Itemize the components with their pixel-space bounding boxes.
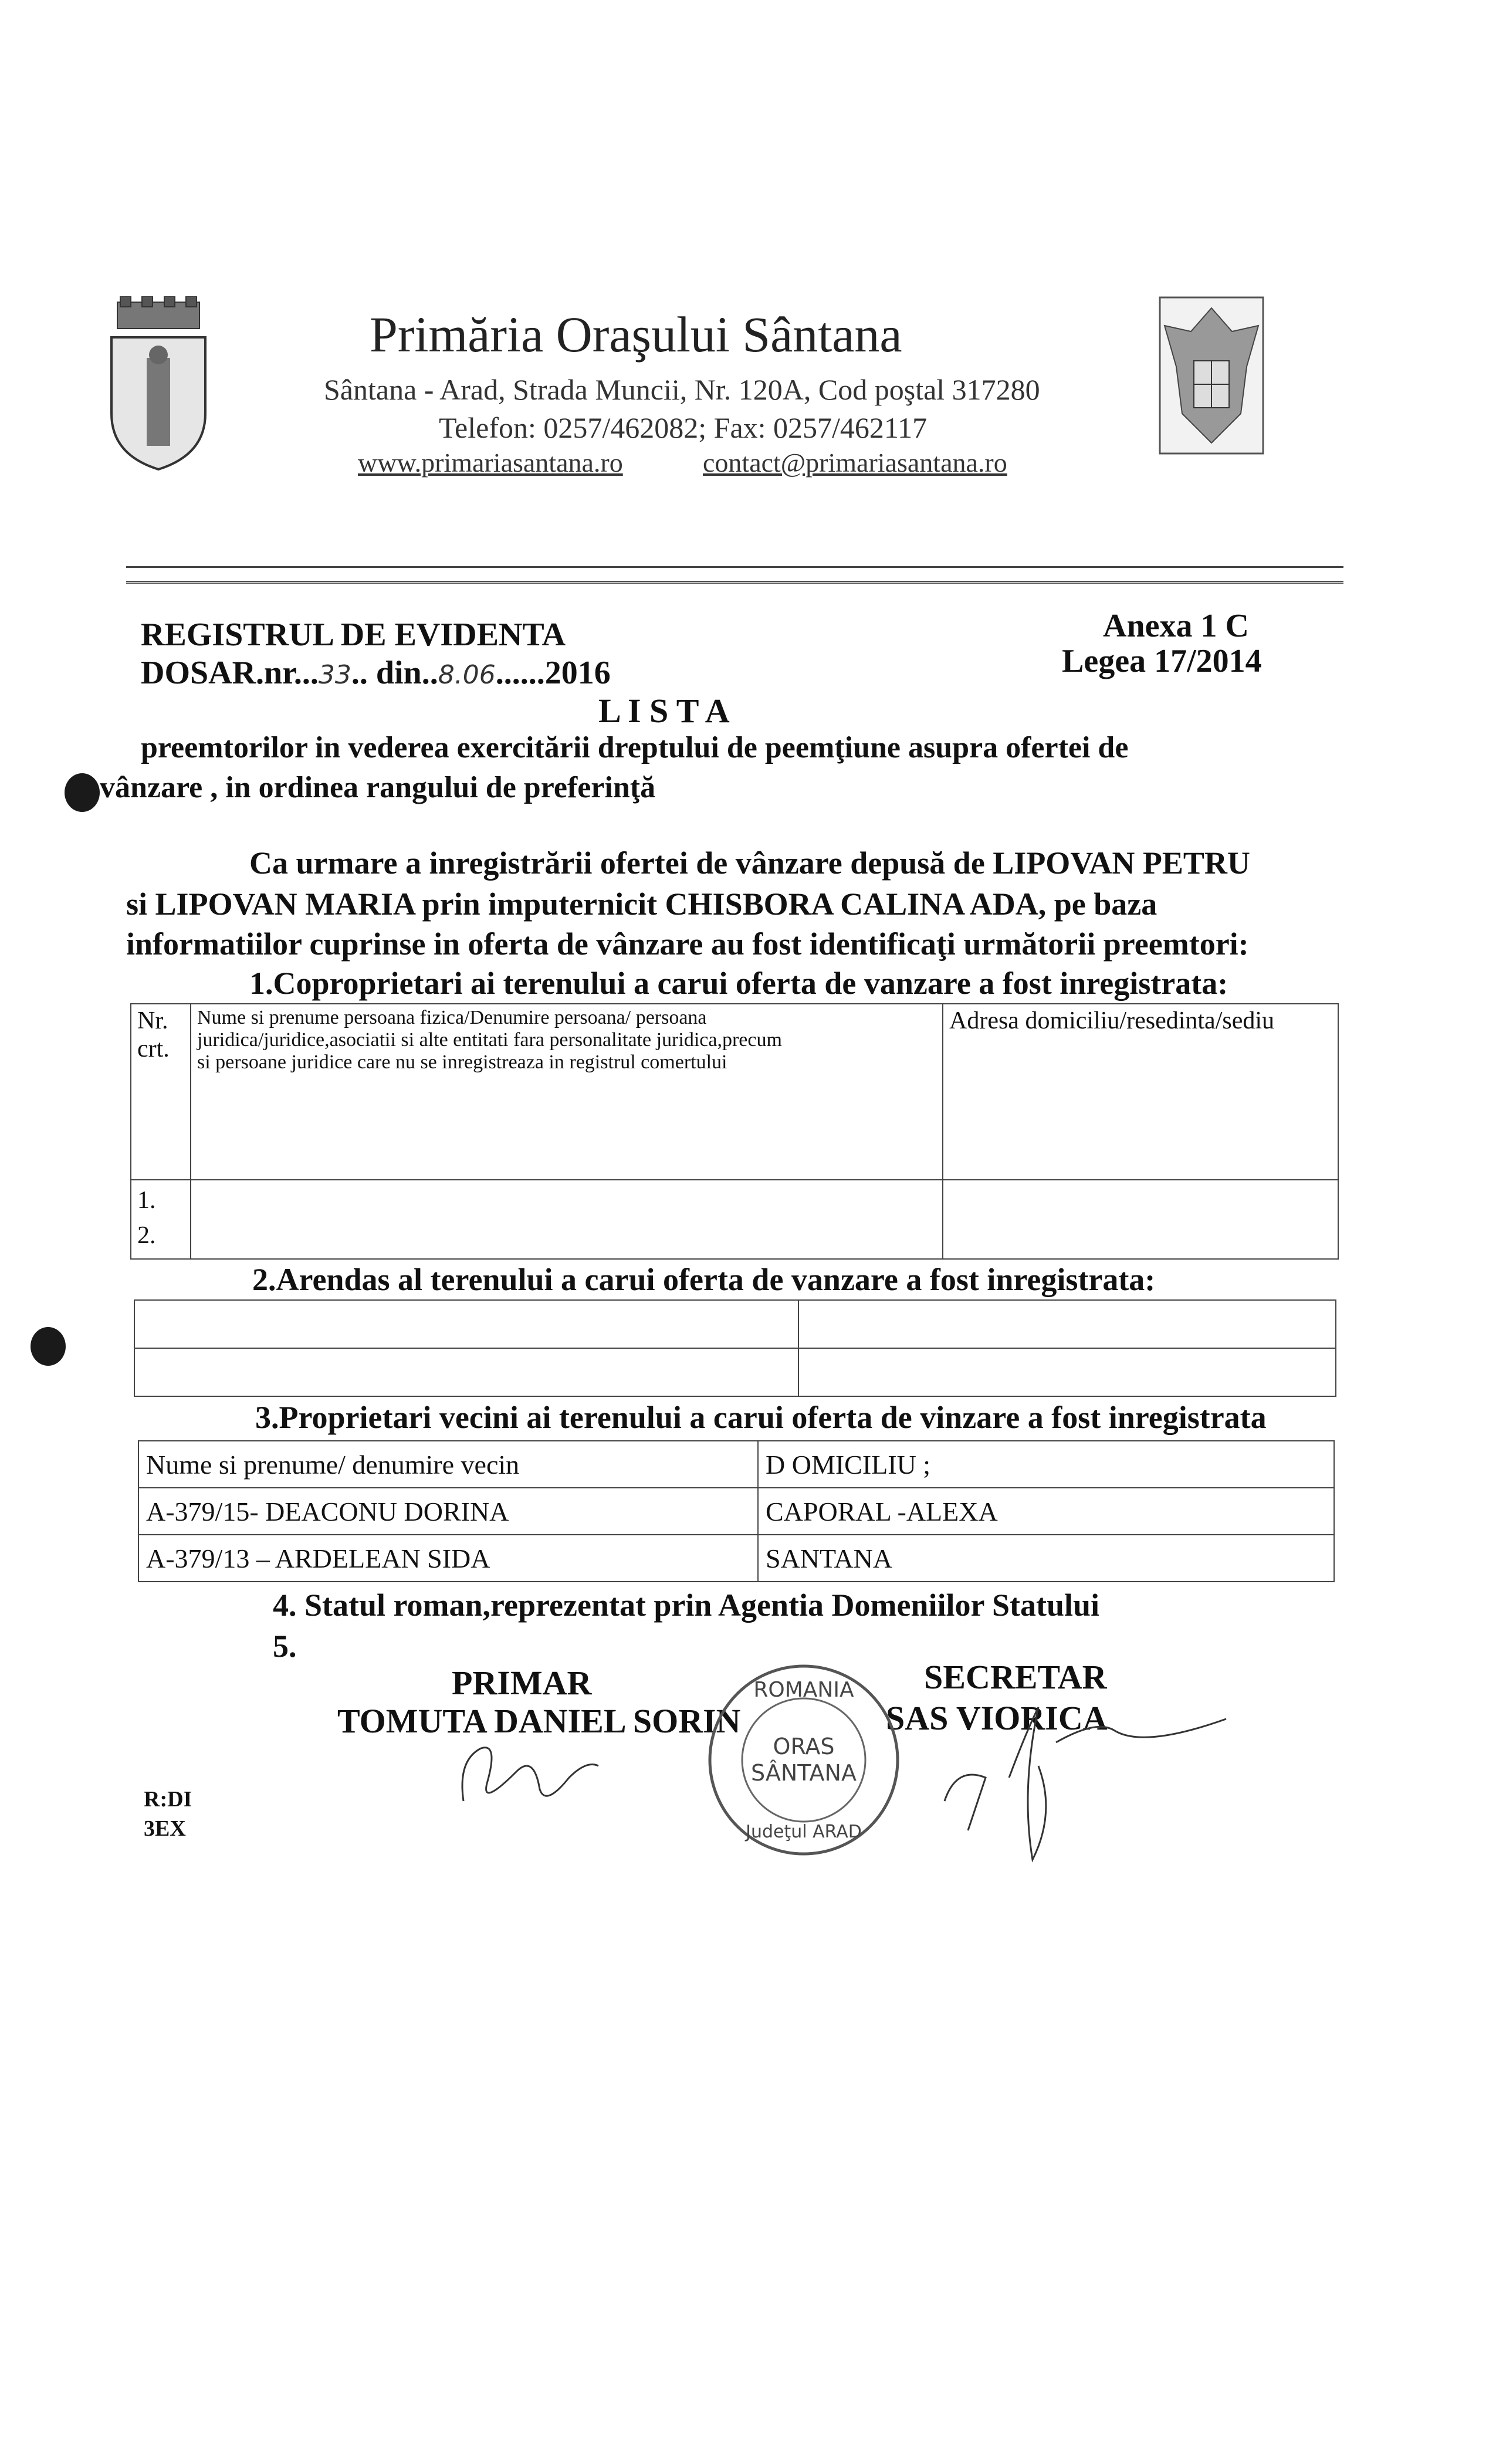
footer-code-2: 3EX <box>144 1816 186 1841</box>
col-name-header: Nume si prenume persoana fizica/Denumire persoana/ persoana juridica/juridice,asociatii si alte entitati fara personalitate juridica,precum si persoane juridice care nu se inregistreaza in registrul comertului <box>191 1004 943 1180</box>
stamp-middle-text-1: ORAS <box>773 1734 835 1759</box>
secretary-signature-icon <box>921 1695 1250 1883</box>
col-address-header: Adresa domiciliu/resedinta/sediu <box>943 1004 1338 1180</box>
register-heading: REGISTRUL DE EVIDENTA <box>141 617 566 653</box>
intro-line-3: informatiilor cuprinse in oferta de vânzare au fost identificaţi următorii preemtori: <box>126 926 1249 962</box>
stamp-bottom-text: Judeţul ARAD <box>746 1822 862 1842</box>
tenant-name-cell <box>134 1300 798 1348</box>
tenant-table <box>134 1299 1336 1397</box>
secretary-title: SECRETAR <box>924 1658 1107 1696</box>
coowners-name-cell <box>191 1180 943 1259</box>
mayor-name: TOMUTA DANIEL SORIN <box>337 1702 741 1740</box>
punch-hole-top <box>65 773 100 812</box>
table-row <box>138 1488 1334 1535</box>
coowners-address-cell <box>943 1180 1338 1259</box>
secretary-name: SAS VIORICA <box>886 1699 1108 1737</box>
coowners-data-row <box>131 1180 1338 1259</box>
punch-hole-bottom <box>31 1327 66 1366</box>
mayor-signature-icon <box>446 1737 622 1813</box>
institution-phone-fax: Telefon: 0257/462082; Fax: 0257/462117 <box>439 411 928 444</box>
tenant-row <box>134 1300 1336 1348</box>
city-coat-of-arms-icon <box>100 296 217 472</box>
intro-line-2: si LIPOVAN MARIA prin imputernicit CHISBORA CALINA ADA, pe baza <box>126 886 1157 922</box>
coowners-header-row <box>131 1004 1338 1180</box>
subtitle-line-2: vânzare , in ordinea rangului de preferinţă <box>100 771 656 804</box>
item-4: 4. Statul roman,reprezentat prin Agentia Domeniilor Statului <box>273 1588 1100 1623</box>
website-link[interactable]: www.primariasantana.ro <box>358 448 623 478</box>
tenant-address-cell <box>798 1348 1336 1396</box>
col-neighbor-name-header: Nume si prenume/ denumire vecin <box>138 1441 758 1488</box>
law-label: Legea 17/2014 <box>1062 643 1262 679</box>
subtitle-line-1: preemtorilor in vederea exercitării dreptului de peemţiune asupra ofertei de <box>141 731 1129 764</box>
footer-code-1: R:DI <box>144 1787 192 1812</box>
dosar-line: DOSAR.nr...33.. din..8.06......2016 <box>141 655 611 691</box>
header-double-rule <box>126 581 1343 584</box>
neighbor-domicile: SANTANA <box>758 1535 1334 1582</box>
coowners-table <box>130 1003 1339 1260</box>
item-5: 5. <box>273 1629 297 1664</box>
official-stamp-icon <box>704 1660 903 1860</box>
col-neighbor-domicile-header: D OMICILIU ; <box>758 1441 1334 1488</box>
section-1-heading: 1.Coproprietari ai terenului a carui oferta de vanzare a fost inregistrata: <box>249 966 1228 1001</box>
dosar-number: 33 <box>318 660 351 690</box>
neighbors-table <box>138 1440 1335 1582</box>
neighbors-header-row <box>138 1441 1334 1488</box>
neighbor-domicile: CAPORAL -ALEXA <box>758 1488 1334 1535</box>
annex-label: Anexa 1 C <box>1103 608 1249 644</box>
table-row <box>138 1535 1334 1582</box>
section-3-heading: 3.Proprietari vecini ai terenului a carui oferta de vinzare a fost inregistrata <box>255 1400 1267 1435</box>
tenant-address-cell <box>798 1300 1336 1348</box>
section-2-heading: 2.Arendas al terenului a carui oferta de vanzare a fost inregistrata: <box>252 1262 1156 1297</box>
neighbor-name: A-379/13 – ARDELEAN SIDA <box>138 1535 758 1582</box>
col-nr-header: Nr. crt. <box>131 1004 191 1180</box>
institution-address: Sântana - Arad, Strada Muncii, Nr. 120A, Cod poştal 317280 <box>324 373 1040 406</box>
stamp-middle-text-2: SÂNTANA <box>751 1760 857 1786</box>
neighbor-name: A-379/15- DEACONU DORINA <box>138 1488 758 1535</box>
stamp-top-text: ROMANIA <box>753 1678 854 1702</box>
dosar-date: 8.06 <box>438 660 496 690</box>
list-title: L I S T A <box>598 692 730 730</box>
mayor-title: PRIMAR <box>452 1664 592 1702</box>
header-rule <box>126 566 1343 568</box>
intro-line-1: Ca urmare a inregistrării ofertei de vânzare depusă de LIPOVAN PETRU <box>249 845 1250 881</box>
tenant-row <box>134 1348 1336 1396</box>
tenant-name-cell <box>134 1348 798 1396</box>
institution-title: Primăria Oraşului Sântana <box>370 306 902 363</box>
row-numbers: 1. 2. <box>131 1180 191 1259</box>
email-link[interactable]: contact@primariasantana.ro <box>703 448 1007 478</box>
romania-coat-of-arms-icon <box>1159 296 1264 455</box>
